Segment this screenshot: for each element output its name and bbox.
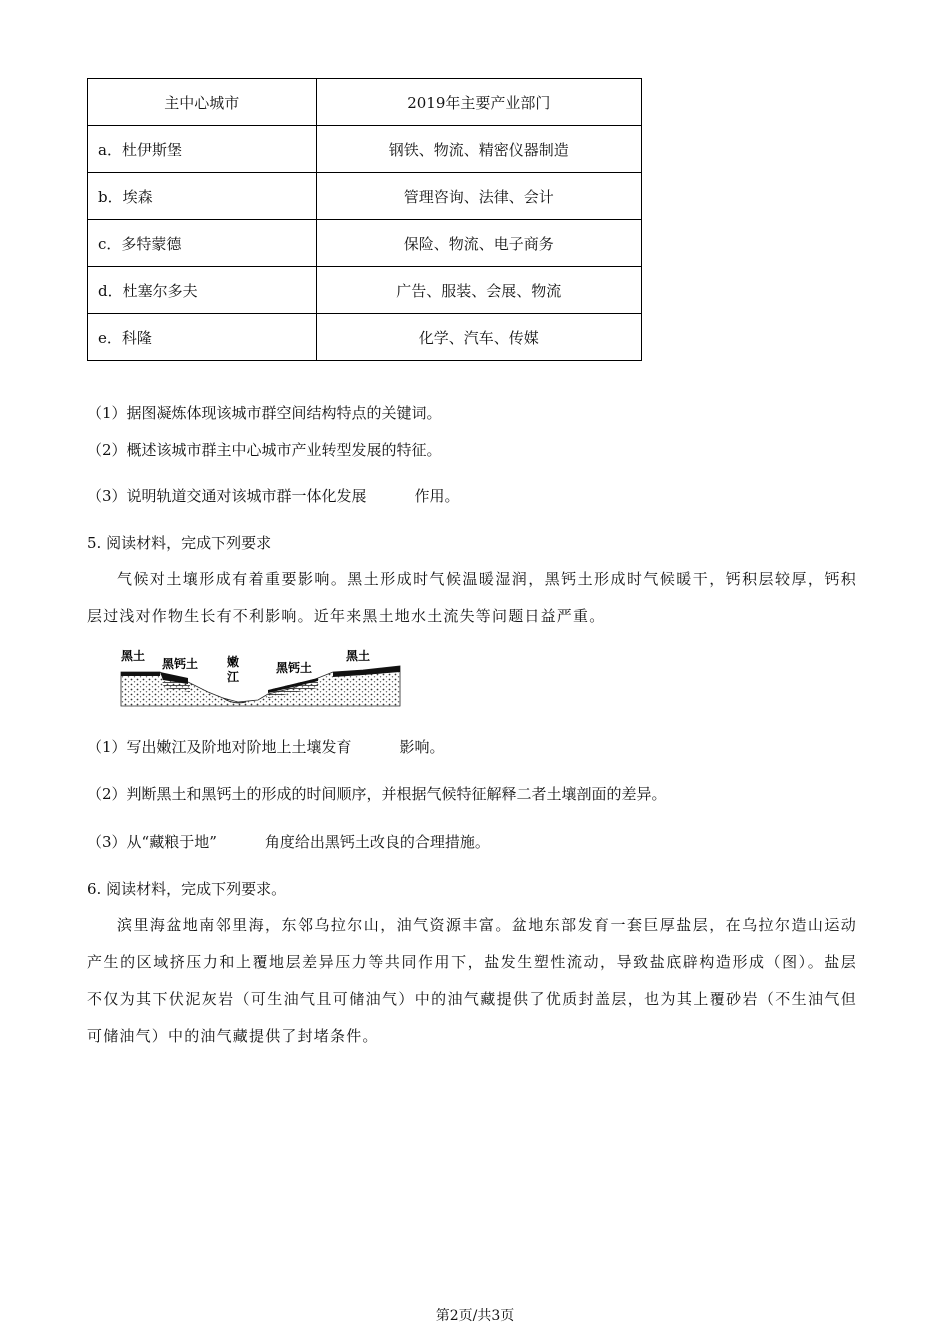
table-row — [88, 173, 642, 220]
label-chernozem-left: 黑钙土 — [162, 657, 199, 671]
table-header-cell: 2019年主要产业部门 — [316, 79, 641, 126]
table-row — [88, 220, 642, 267]
label-black-soil-left: 黑土 — [121, 649, 146, 663]
black-soil-left-layer — [121, 672, 160, 676]
table-cell-industries: 化学、汽车、传媒 — [316, 314, 641, 361]
q4-item-3 — [87, 486, 460, 506]
industry-table — [87, 78, 642, 361]
label-black-soil-right: 黑土 — [346, 649, 371, 663]
page-footer: 第2页/共3页 — [435, 1308, 515, 1324]
table-cell-city: d．杜塞尔多夫 — [88, 267, 317, 314]
q5-paragraph: 气候对土壤形成有着重要影响。黑土形成时气候温暖湿润，黑钙土形成时气候暖干，钙积层较厚，钙积层过浅对作物生长有不利影响。近年来黑土地水土流失等问题日益严重。 — [87, 570, 857, 625]
table-row — [88, 126, 642, 173]
table-cell-city: e．科隆 — [88, 314, 317, 361]
q5-item-1-before: （1）写出嫩江及阶地对阶地上土壤发育 — [87, 738, 352, 756]
table-cell-city: b．埃森 — [88, 173, 317, 220]
table-header-cell: 主中心城市 — [88, 79, 317, 126]
q5-heading: 5. 阅读材料，完成下列要求 — [87, 534, 272, 552]
q5-item-3 — [87, 832, 490, 852]
table-header-row — [88, 79, 642, 126]
label-river-char1: 嫩 — [227, 655, 240, 669]
q4-item-2: （2）概述该城市群主中心城市产业转型发展的特征。 — [87, 441, 442, 459]
q6-paragraph: 滨里海盆地南邻里海，东邻乌拉尔山，油气资源丰富。盆地东部发育一套巨厚盐层，在乌拉尔造山运动产生的区域挤压力和上覆地层差异压力等共同作用下，盐发生塑性流动，导致盐底辟构造形成（图）。盐层不仅为其下伏泥灰岩（可生油气且可储油气）中的油气藏提供了优质封盖层，也为其上覆砂岩（不生油气但可储油气）中的油气藏提供了封堵条件。 — [87, 916, 857, 1045]
q4-item-3-after: 作用。 — [414, 487, 460, 505]
table-row — [88, 314, 642, 361]
q5-item-3-before: （3）从“藏粮于地” — [87, 833, 217, 851]
table-cell-industries: 管理咨询、法律、会计 — [316, 173, 641, 220]
table-cell-industries: 广告、服装、会展、物流 — [316, 267, 641, 314]
q4-item-1: （1）据图凝炼体现该城市群空间结构特点的关键词。 — [87, 404, 442, 422]
table-cell-city: c．多特蒙德 — [88, 220, 317, 267]
label-river-char2: 江 — [227, 670, 240, 684]
q5-item-3-after: 角度给出黑钙土改良的合理措施。 — [264, 833, 490, 851]
table-cell-industries: 保险、物流、电子商务 — [316, 220, 641, 267]
label-chernozem-right: 黑钙土 — [276, 661, 313, 675]
q4-item-3-before: （3）说明轨道交通对该城市群一体化发展 — [87, 487, 367, 505]
q5-item-1-after: 影响。 — [399, 738, 445, 756]
q6-heading: 6. 阅读材料，完成下列要求。 — [87, 880, 287, 898]
table-row — [88, 267, 642, 314]
q5-item-2: （2）判断黑土和黑钙土的形成的时间顺序，并根据气候特征解释二者土壤剖面的差异。 — [87, 785, 667, 803]
soil-profile-figure — [118, 648, 408, 708]
table-cell-city: a．杜伊斯堡 — [88, 126, 317, 173]
q5-item-1 — [87, 737, 445, 757]
table-cell-industries: 钢铁、物流、精密仪器制造 — [316, 126, 641, 173]
